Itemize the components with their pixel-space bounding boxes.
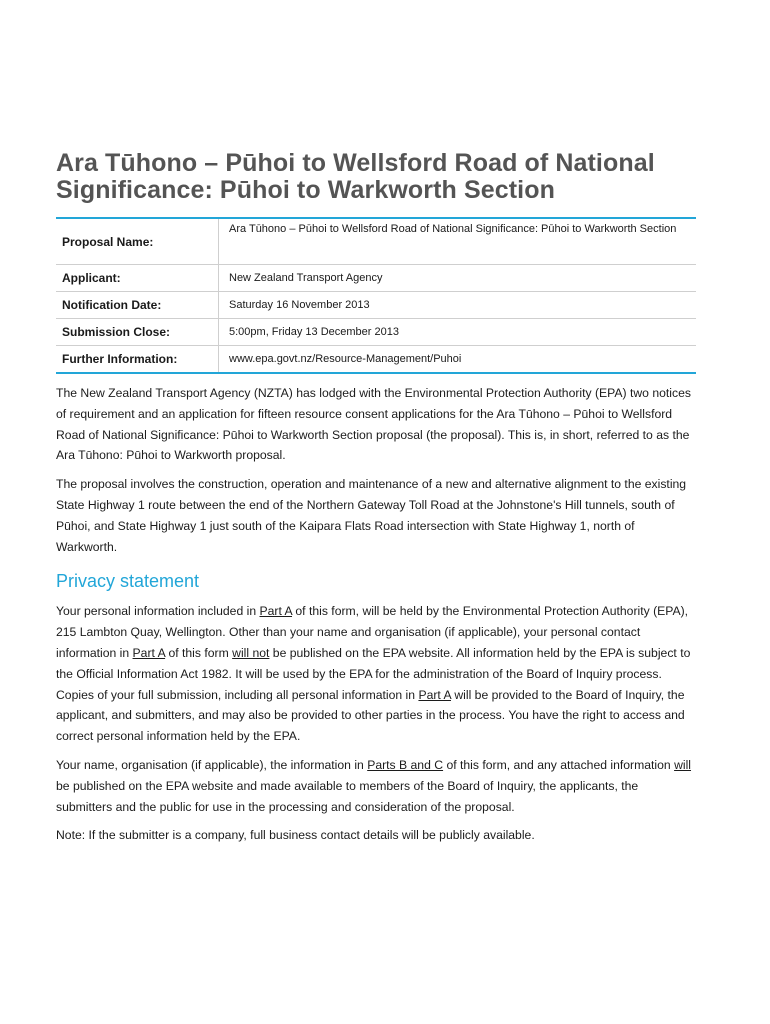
- submission-close-label: Submission Close:: [56, 319, 219, 346]
- text-run: of this form, will be held by the Environmental Protection Authority (EPA), 215 Lambton Quay, Wellington. Other than your name and organisation (if applicable), your personal contact information in: [56, 604, 689, 660]
- intro-paragraph-1: The New Zealand Transport Agency (NZTA) has lodged with the Environmental Protection Authority (EPA) two notices of requirement and an application for fifteen resource consent applications for the Ara Tūhono – Pūhoi to Wellsford Road of National Significance: Pūhoi to Warkworth Section proposal (the proposal). This is, in short, referred to as the Ara Tūhono: Pūhoi to Warkworth proposal.: [56, 386, 691, 463]
- part-a-reference: Part A: [418, 687, 451, 702]
- privacy-paragraph-1: [56, 601, 696, 747]
- part-a-reference: Part A: [259, 604, 293, 619]
- privacy-note: Note: If the submitter is a company, full business contact details will be publicly available.: [56, 828, 535, 843]
- table-row: [56, 319, 696, 346]
- text-run: be published on the EPA website. All information held by the EPA is subject to the Official Information Act 1982. It will be used by the EPA for the administration of the Board of Inquiry process. Copies of your full submission, including all personal information in: [56, 645, 691, 702]
- notification-date-value: Saturday 16 November 2013: [219, 292, 697, 319]
- table-row: [56, 265, 696, 292]
- text-run: Your name, organisation (if applicable), the information in: [56, 757, 368, 772]
- page-title: Ara Tūhono – Pūhoi to Wellsford Road of National Significance: Pūhoi to Warkworth Section: [56, 149, 655, 204]
- will-not-emphasis: will not: [232, 645, 270, 660]
- privacy-paragraph-2: [56, 755, 696, 817]
- proposal-info-table: [56, 217, 696, 374]
- applicant-label: Applicant:: [56, 265, 219, 292]
- table-row: [56, 218, 696, 265]
- applicant-value: New Zealand Transport Agency: [219, 265, 697, 292]
- text-run: of this form, and any attached information: [443, 757, 675, 772]
- further-information-label: Further Information:: [56, 346, 219, 374]
- text-run: Your personal information included in: [56, 604, 260, 619]
- submission-close-value: 5:00pm, Friday 13 December 2013: [219, 319, 697, 346]
- text-run: be published on the EPA website and made available to members of the Board of Inquiry, the applicants, the submitters and the public for use in the processing and consideration of the proposal.: [56, 778, 639, 814]
- text-run: of this form: [165, 645, 233, 660]
- text-run: will be provided to the Board of Inquiry, the applicant, and submitters, and may also be provided to other parties in the process. You have the right to access and correct personal information held by the EPA.: [56, 687, 685, 744]
- proposal-name-value: Ara Tūhono – Pūhoi to Wellsford Road of National Significance: Pūhoi to Warkworth Section: [219, 218, 697, 265]
- document-page: [56, 150, 696, 846]
- parts-b-and-c-reference: Parts B and C: [367, 757, 444, 772]
- table-row: [56, 292, 696, 319]
- privacy-statement-heading: Privacy statement: [56, 571, 200, 592]
- will-emphasis: will: [674, 757, 692, 772]
- part-a-reference: Part A: [132, 645, 166, 660]
- notification-date-label: Notification Date:: [56, 292, 219, 319]
- further-information-link[interactable]: www.epa.govt.nz/Resource-Management/Puhoi: [219, 346, 697, 374]
- intro-paragraph-2: The proposal involves the construction, operation and maintenance of a new and alternative alignment to the existing State Highway 1 route between the end of the Northern Gateway Toll Road at the Johnstone's Hill tunnels, south of Pūhoi, and State Highway 1 just south of the Kaipara Flats Road intersection with State Highway 1, north of Warkworth.: [56, 477, 687, 554]
- proposal-name-label: Proposal Name:: [56, 218, 219, 265]
- table-row: [56, 346, 696, 374]
